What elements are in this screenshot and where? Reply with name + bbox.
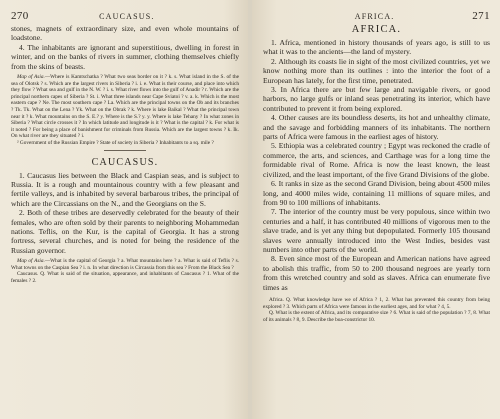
left-running-head	[11, 10, 239, 22]
map-questions-2-lead: Map of Asia.	[17, 258, 45, 265]
section-rule	[104, 150, 146, 151]
caucasus-questions-text: What is said of the situation, appearance, and inhabitants of Caucasus ? 1. What of the females ? 2.	[11, 271, 239, 284]
government-question: ² Government of the Russian Empire ? State of society in Siberia ? Inhabitants to a sq. mile ?	[17, 139, 214, 146]
africa-questions	[263, 297, 490, 323]
left-running-title: CAUCASUS.	[99, 12, 155, 21]
map-questions-georgia	[11, 258, 239, 284]
africa-body	[263, 38, 490, 292]
africa-paragraph-8: 8. Even since most of the European and American nations have agreed to abolish this traffic, from 50 to 200 thousand negroes are yearly torn from this wretched country and sold as slaves. Africa can enumerate five times as	[263, 254, 490, 292]
africa-paragraph-4: 4. Other causes are its boundless deserts, its hot and unhealthy climate, and the savage and forbidding manners of its inhabitants. The northern parts of Africa were famous in the earliest ages of history.	[263, 113, 490, 142]
opening-text: stones, magnets of extraordinary size, and even whole mountains of loadstone.	[11, 24, 239, 43]
right-page-number: 271	[472, 10, 490, 22]
caucasus-paragraph-2: 2. Both of these tribes are deservedly celebrated for the beauty of their females, who are often sold by their parents to neighboring Mohammedan nations. Teflis, on the Kur, is the capital of Georgia. It has a strong fortress, several churches, and is noted for being the residence of the Russian governor.	[11, 208, 239, 255]
caucasus-body	[11, 171, 239, 256]
left-page	[0, 0, 248, 419]
left-page-number: 270	[11, 10, 29, 22]
caucasus-paragraph-1: 1. Caucasus lies between the Black and Caspian seas, and is subject to Russia. It is a rough and mountainous country with a few pleasant and fertile valleys, and is inhabited by several barbarous tribes, the principal of which are the Circassians on the N., and the Georgians on the S.	[11, 170, 239, 208]
africa-questions-text-2: Q. What is the extent of Africa, and its comparative size ? 6. What is said of the population ? 7, 8. What of its animals ? 8, 9. Describe the boa-constrictor 10.	[263, 310, 490, 323]
africa-heading: AFRICA.	[351, 24, 402, 35]
map-questions-lead: Map of Asia.	[17, 74, 45, 81]
right-running-head	[263, 10, 490, 22]
map-questions-2-text: —What is the capital of Georgia ? a. What mountains here ? a. What is said of Teflis ? s. What towns on the Caspian Sea ? i. n. In what direction is Circassia from this sea ? From the Black Sea ?	[11, 258, 240, 271]
paragraph-4: 4. The inhabitants are ignorant and superstitious, dwelling in forest in winter, and on the banks of rivers in summer, clothing themselves chiefly from the skins of beasts.	[11, 42, 239, 71]
caucasus-heading: CAUCASUS.	[91, 156, 159, 168]
africa-paragraph-2: 2. Although its coasts lie in sight of the most civilized countries, yet we know nothing more than its outlines : into the interior the foot of a European has lately, for the first time, penetrated.	[263, 56, 490, 85]
africa-paragraph-5: 5. Ethiopia was a celebrated country ; Egypt was reckoned the cradle of commerce, the arts, and sciences, and Carthage was for a long time the formidable rival of Rome. Africa is now the least known, the least civilized, and the least important, of the five Grand Divisions of the globe.	[263, 141, 490, 179]
right-page	[252, 0, 500, 419]
map-questions-text: —Where is Kamtschatka ? What two seas border on it ? k. s. What island in the S. of the sea of Olotsk ? s. Which are the largest rivers in Siberia ? i. i. e. What is their course, and place into which they flow ? What sea and gulf in the N. W. ? i. s. What river flows into the gulf of Anadir ? r. Which are the principal northern capes of Siberia ? St. i. What three islands near Cape Sviatoi ? v. a. k. Which is the most eastern cape ? Ne. The most southern cape ? La. Which are the principal towns on the Ob and its branches ? Tk. Tk. What on the Lena ? Yk. What on the Obrak ? k. Where is lake Baikal ? What the principal town near it ? k. What mountains on the S. E.? y. Where is the S.? y. y. Where is lake Tehany ? In what zones in Siberia ? What circle crosses it ? In which latitude and longitude is it ? What is the capital ? k. For what is it noted ? For being a place of banishment for criminals from Russia. Which are the largest towns ? k. Ik. On what river are they situated ? i.	[11, 74, 240, 140]
right-running-title: AFRICA.	[354, 12, 395, 21]
map-questions-siberia	[11, 74, 239, 147]
africa-paragraph-7: 7. The interior of the country must be very populous, since within two centuries and a half, it has contributed 40 millions of vigorous men to the slave trade, and is yet any thing but depopulated. Formerly 105 thousand slaves were annually introduced into the West Indies, besides vast numbers into other parts of the world.	[263, 207, 490, 254]
africa-questions-lead: Africa. Q.	[269, 296, 292, 303]
africa-paragraph-3: 3. In Africa there are but few large and navigable rivers, or good harbors, no large gulfs or inland seas penetrating its interior, which have contributed to prevent it from being explored.	[263, 85, 490, 113]
africa-questions-text: What knowledge have we of Africa ? 1, 2. What has prevented this country from being explored ? 3. Which parts of Africa were famous in the earliest ages, and for what ? 4, 5.	[263, 296, 490, 310]
caucasus-questions-lead: Caucasus. Q.	[17, 271, 46, 278]
africa-paragraph-1: 1. Africa, mentioned in history thousands of years ago, is still to us what it was to the ancients—the land of mystery.	[263, 38, 490, 57]
africa-paragraph-6: 6. It ranks in size as the second Grand Division, being about 4500 miles long, and 4000 miles wide, containing 11 millions of square miles, and from 90 to 100 millions of inhabitants.	[263, 179, 490, 207]
left-body-top	[11, 24, 239, 71]
